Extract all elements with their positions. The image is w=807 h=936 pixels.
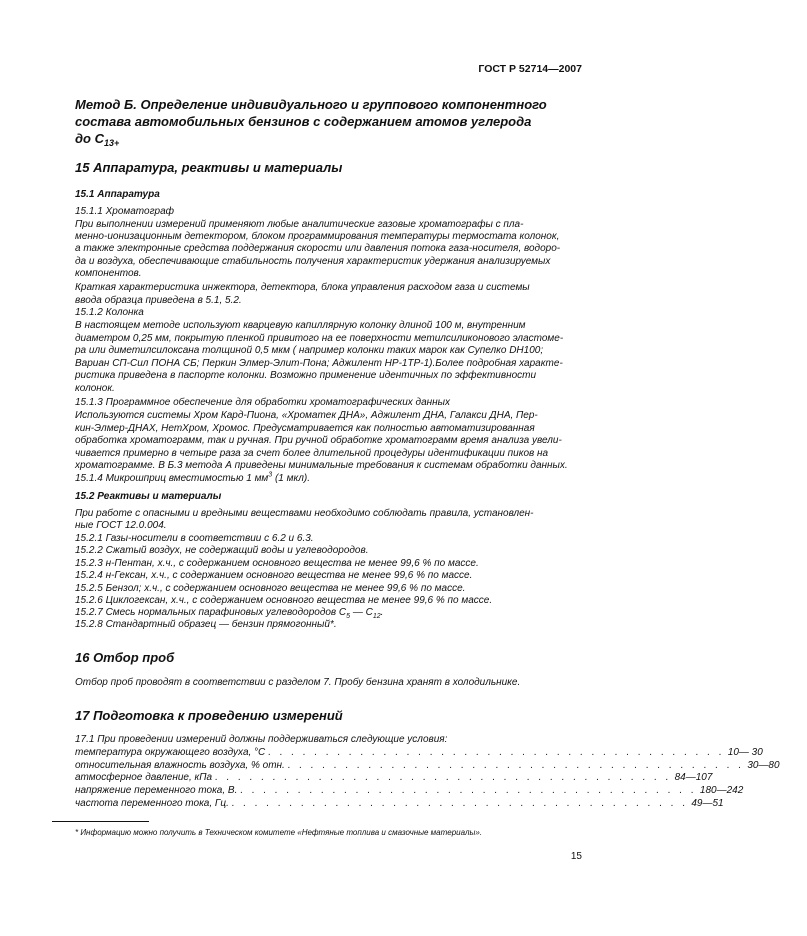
section-17-title: 17 Подготовка к проведению измерений bbox=[75, 708, 343, 723]
paragraph-line: В настоящем методе используют кварцевую капиллярную колонку длиной 100 м, внутренним bbox=[75, 320, 526, 331]
syringe-item: 15.1.4 Микрошприц вместимостью 1 $мм^3$ (1 мкл). bbox=[75, 471, 310, 484]
method-title-line: до $С_{13+}$ bbox=[75, 131, 120, 148]
condition-row: атмосферное давление, кПа . . . . . . . . . . . . . . . . . . . . . . . . . . . . . . . . . . . . . . . . 84—107 bbox=[75, 772, 713, 783]
condition-row: частота переменного тока, Гц. . . . . . . . . . . . . . . . . . . . . . . . . . . . . . . . . . . . . . . . . 49—51 bbox=[75, 798, 724, 809]
document-header: ГОСТ Р 52714—2007 bbox=[478, 63, 582, 75]
page-number: 15 bbox=[570, 851, 582, 862]
paragraph-line: кин-Элмер-ДНАХ, НетХром, Хромос. Предусматривается как полностью автоматизированная bbox=[75, 423, 535, 434]
paragraph-line: ристика приведена в паспорте колонки. Возможно применение идентичных по эффективности bbox=[75, 370, 537, 381]
reagent-item: 15.2.1 Газы-носители в соответствии с 6.2 и 6.3. bbox=[75, 533, 314, 544]
paragraph-line: 17.1 При проведении измерений должны поддерживаться следующие условия: bbox=[75, 734, 448, 745]
paragraph-line: менно-ионизационным детектором, блоком программирования температуры термостата колонок, bbox=[75, 231, 560, 242]
method-title-line: состава автомобильных бензинов с содержанием атомов углерода bbox=[75, 114, 532, 129]
paragraph-line: а также электронные средства поддержания скорости или давления потока газа-носителя, водоро- bbox=[75, 243, 561, 254]
reagent-item: 15.2.2 Сжатый воздух, не содержащий воды и углеводородов. bbox=[75, 545, 369, 556]
method-title bbox=[75, 96, 595, 147]
section-16-title: 16 Отбор проб bbox=[75, 650, 175, 665]
condition-row: относительная влажность воздуха, % отн. . . . . . . . . . . . . . . . . . . . . . . . . . . . . . . . . . . . . . . . . 30—80 bbox=[75, 760, 780, 771]
paragraph-line: При работе с опасными и вредными веществами необходимо соблюдать правила, установлен- bbox=[75, 508, 534, 519]
condition-row: напряжение переменного тока, В. . . . . . . . . . . . . . . . . . . . . . . . . . . . . . . . . . . . . . . . . 180—242 bbox=[75, 785, 744, 796]
column-title: 15.1.2 Колонка bbox=[75, 307, 144, 318]
paragraph-line: диаметром 0,25 мм, покрытую пленкой привитого на ее поверхности метилсиликонового эластоме- bbox=[75, 333, 564, 344]
section-15-2-title: 15.2 Реактивы и материалы bbox=[75, 491, 222, 502]
reagent-item: 15.2.3 н-Пентан, х.ч., с содержанием основного вещества не менее 99,6 % по массе. bbox=[75, 558, 479, 569]
paragraph-line: да и воздуха, обеспечивающие стабильность получения характеристик удержания анализируемых bbox=[75, 256, 551, 267]
footnote: * Информацию можно получить в Техническом комитете «Нефтяные топлива и смазочные материалы». bbox=[75, 828, 483, 837]
footnote-divider bbox=[52, 821, 149, 822]
software-title: 15.1.3 Программное обеспечение для обработки хроматографических данных bbox=[75, 397, 451, 408]
paragraph-line: компонентов. bbox=[75, 268, 142, 279]
paragraph-line: хроматограмме. В Б.3 метода А приведены минимальные требования к системам обработки данных. bbox=[75, 460, 568, 471]
paragraph-line: ра или диметилсилоксана толщиной 0,5 мкм ( например колонки таких марок как Супелко DH100; bbox=[75, 345, 544, 356]
paragraph-line: чивается примерно в четыре раза за счет более длительной процедуры идентификации пиков на bbox=[75, 448, 549, 459]
paragraph-line: ные ГОСТ 12.0.004. bbox=[75, 520, 167, 531]
reagent-item: 15.2.8 Стандартный образец — бензин прямогонный*. bbox=[75, 619, 337, 630]
paragraph-line: ввода образца приведена в 5.1, 5.2. bbox=[75, 295, 242, 306]
paragraph-line: обработка хроматограмм, так и ручная. При ручной обработке хроматограмм время анализа увели- bbox=[75, 435, 562, 446]
reagent-item: 15.2.7 Смесь нормальных парафиновых углеводородов $С_5$ — $С_{12}$. bbox=[75, 607, 384, 620]
chromatograph-title: 15.1.1 Хроматограф bbox=[75, 206, 174, 217]
paragraph-line: При выполнении измерений применяют любые аналитические газовые хроматографы с пла- bbox=[75, 219, 524, 230]
reagent-item: 15.2.5 Бензол; х.ч., с содержанием основного вещества не менее 99,6 % по массе. bbox=[75, 583, 466, 594]
paragraph-line: Краткая характеристика инжектора, детектора, блока управления расходом газа и системы bbox=[75, 282, 530, 293]
paragraph-line: колонок. bbox=[75, 383, 115, 394]
condition-row: температура окружающего воздуха, °С . . . . . . . . . . . . . . . . . . . . . . . . . . . . . . . . . . . . . . . . 10— 30 bbox=[75, 747, 763, 758]
reagent-item: 15.2.4 н-Гексан, х.ч., с содержанием основного вещества не менее 99,6 % по массе. bbox=[75, 570, 473, 581]
paragraph-line: Используются системы Хром Кард-Пиона, «Хроматек ДНА», Аджилент ДНА, Галакси ДНА, Пер- bbox=[75, 410, 538, 421]
paragraph-line: Отбор проб проводят в соответствии с разделом 7. Пробу бензина хранят в холодильнике. bbox=[75, 677, 521, 688]
paragraph-line: Вариан СП-Сил ПОНА СБ; Перкин Элмер-Элит-Пона; Аджилент НР-1ТР-1).Более подробная характе- bbox=[75, 358, 563, 369]
reagent-item: 15.2.6 Циклогексан, х.ч., с содержанием основного вещества не менее 99,6 % по массе. bbox=[75, 595, 493, 606]
method-title-line: Метод Б. Определение индивидуального и группового компонентного bbox=[75, 97, 547, 112]
section-15-title: 15 Аппаратура, реактивы и материалы bbox=[75, 160, 343, 175]
section-15-1-title: 15.1 Аппаратура bbox=[75, 189, 160, 200]
